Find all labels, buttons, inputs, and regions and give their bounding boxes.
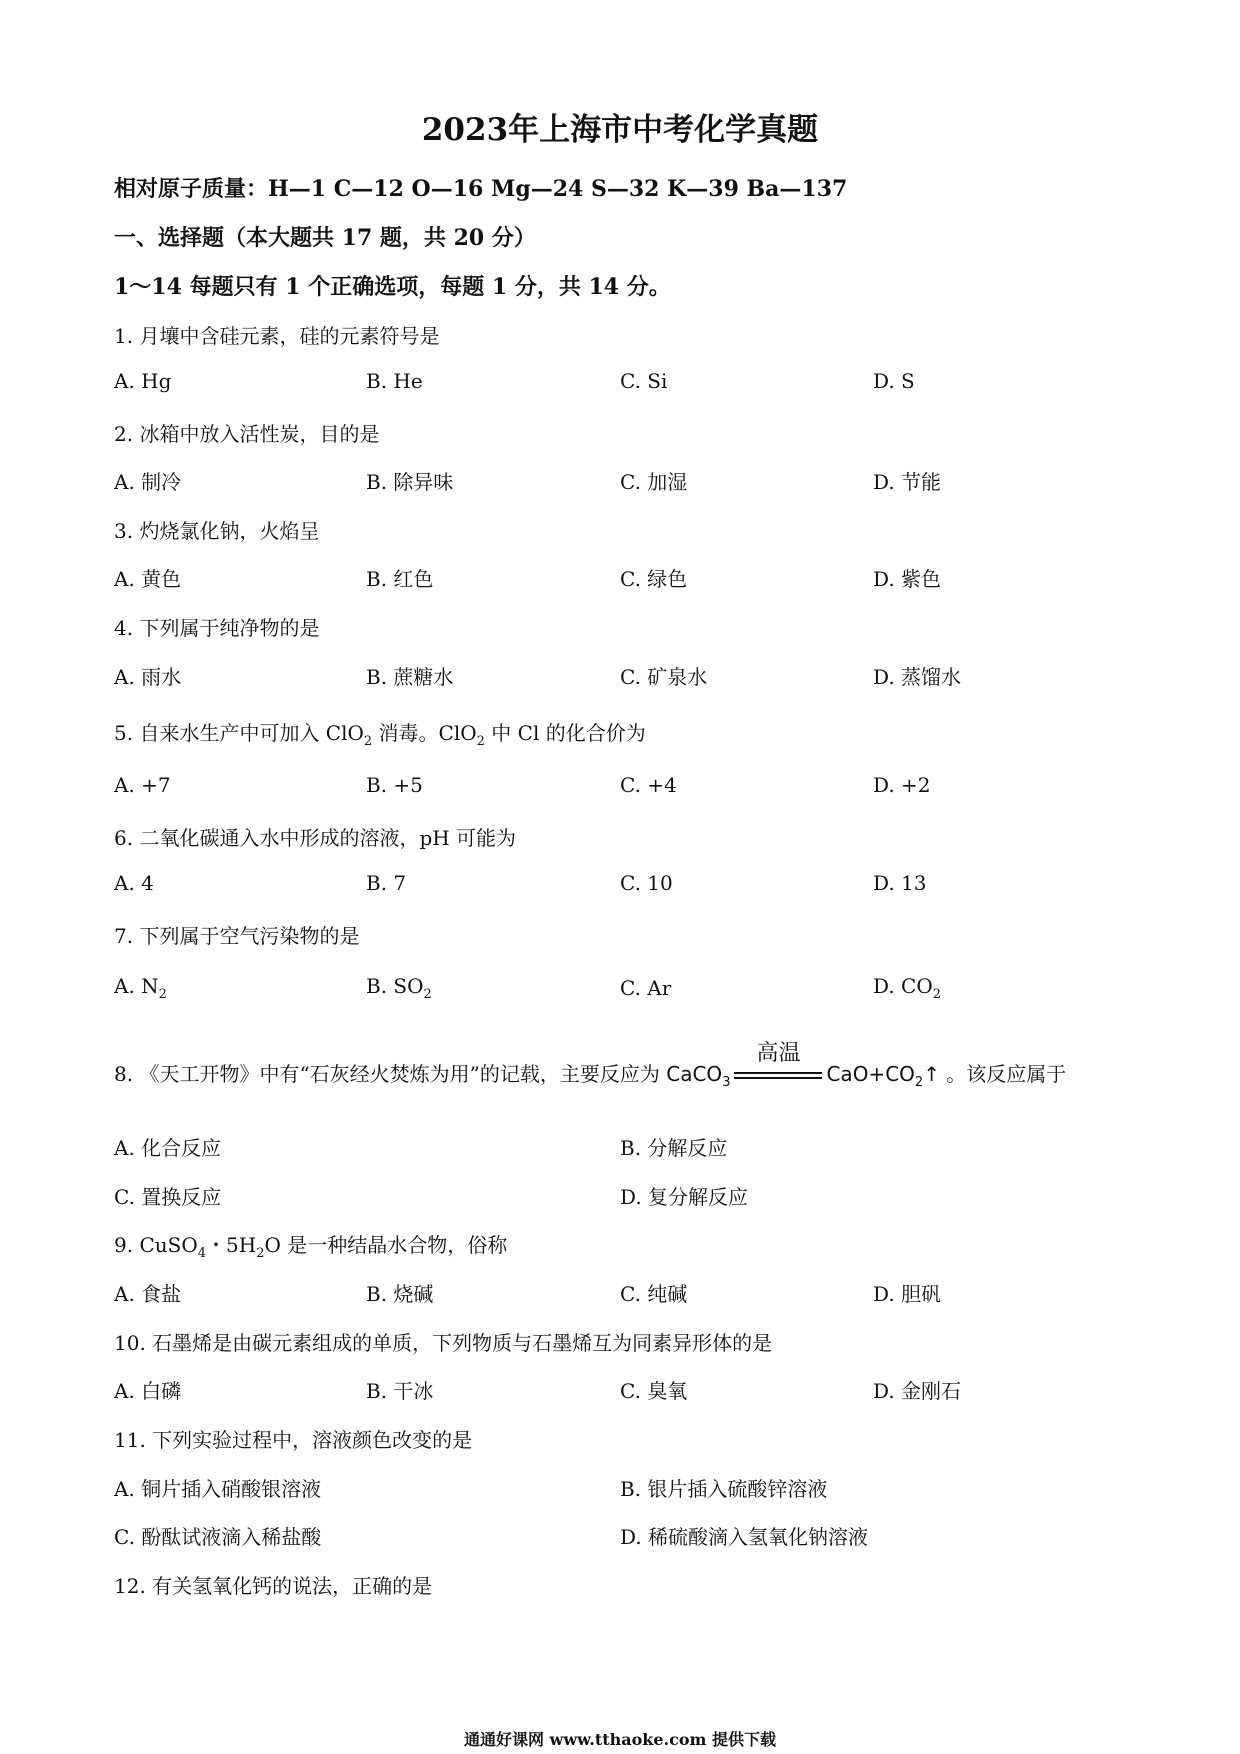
question-3-option-b: B. 红色 — [366, 567, 434, 591]
question-8-option-d: D. 复分解反应 — [620, 1185, 749, 1209]
question-12-stem: 12. 有关氢氧化钙的说法，正确的是 — [114, 1574, 433, 1598]
question-8-stem: 8. 《天工开物》中有“石灰经火焚炼为用”的记载，主要反应为 CaCO$_3$ 高温 $CaO+CO_2↑$ 。该反应属于 — [114, 1058, 1066, 1090]
question-8-option-a: A. 化合反应 — [114, 1136, 222, 1160]
question-3-option-d: D. 紫色 — [873, 567, 942, 591]
question-4-stem: 4. 下列属于纯净物的是 — [114, 616, 320, 640]
question-2-option-a: A. 制冷 — [114, 470, 182, 494]
question-6-option-c: C. 10 — [620, 871, 673, 895]
question-5-stem: 5. 自来水生产中可加入 ClO$_2$ 消毒。ClO$_2$ 中 Cl 的化合价为 — [114, 721, 646, 749]
question-4-option-c: C. 矿泉水 — [620, 665, 708, 689]
question-9-option-a: A. 食盐 — [114, 1282, 182, 1306]
atomic-masses: 相对原子质量：H—1 C—12 O—16 Mg—24 S—32 K—39 Ba—137 — [114, 176, 848, 202]
question-11-option-c: C. 酚酞试液滴入稀盐酸 — [114, 1525, 322, 1549]
reaction-reactant: CaCO$_3$ — [666, 1062, 731, 1090]
reaction-condition: 高温 — [756, 1040, 801, 1066]
question-7-option-a: A. $N_2$ — [114, 974, 167, 1002]
reaction-product: $CaO+CO_2↑$ — [826, 1062, 940, 1090]
question-7-stem: 7. 下列属于空气污染物的是 — [114, 924, 360, 948]
question-1-stem: 1. 月壤中含硅元素，硅的元素符号是 — [114, 324, 440, 348]
footer-source: 通通好课网 www.tthaoke.com 提供下载 — [463, 1730, 777, 1749]
question-9-option-b: B. 烧碱 — [366, 1282, 434, 1306]
question-5-option-d: D. +2 — [873, 773, 931, 797]
question-10-option-d: D. 金刚石 — [873, 1379, 962, 1403]
question-10-option-c: C. 臭氧 — [620, 1379, 688, 1403]
question-10-option-b: B. 干冰 — [366, 1379, 434, 1403]
question-5-option-b: B. +5 — [366, 773, 423, 797]
question-9-stem: 9. CuSO$_4$・$5H_2O$ 是一种结晶水合物，俗称 — [114, 1233, 508, 1261]
question-2-option-d: D. 节能 — [873, 470, 942, 494]
question-3-option-c: C. 绿色 — [620, 567, 688, 591]
question-6-option-d: D. 13 — [873, 871, 927, 895]
question-2-option-b: B. 除异味 — [366, 470, 454, 494]
question-2-option-c: C. 加湿 — [620, 470, 688, 494]
section-note: 1～14 每题只有 1 个正确选项，每题 1 分，共 14 分。 — [114, 274, 671, 300]
question-10-option-a: A. 白磷 — [114, 1379, 182, 1403]
question-6-option-a: A. 4 — [114, 871, 154, 895]
question-11-option-a: A. 铜片插入硝酸银溶液 — [114, 1477, 322, 1501]
question-2-stem: 2. 冰箱中放入活性炭，目的是 — [114, 422, 380, 446]
question-4-option-b: B. 蔗糖水 — [366, 665, 454, 689]
question-11-option-d: D. 稀硫酸滴入氢氧化钠溶液 — [620, 1525, 869, 1549]
question-7-option-b: B. $SO_2$ — [366, 974, 432, 1002]
question-7-option-d: D. $CO_2$ — [873, 974, 942, 1002]
question-3-option-a: A. 黄色 — [114, 567, 182, 591]
question-8-option-c: C. 置换反应 — [114, 1185, 222, 1209]
question-9-option-c: C. 纯碱 — [620, 1282, 688, 1306]
question-9-option-d: D. 胆矾 — [873, 1282, 942, 1306]
question-8-option-b: B. 分解反应 — [620, 1136, 728, 1160]
question-3-stem: 3. 灼烧氯化钠，火焰呈 — [114, 519, 320, 543]
question-6-stem: 6. 二氧化碳通入水中形成的溶液，pH 可能为 — [114, 826, 517, 850]
question-5-option-a: A. +7 — [114, 773, 171, 797]
question-1-option-b: B. He — [366, 369, 423, 393]
question-11-stem: 11. 下列实验过程中，溶液颜色改变的是 — [114, 1428, 473, 1452]
section-heading: 一、选择题（本大题共 17 题，共 20 分） — [114, 225, 536, 251]
question-11-option-b: B. 银片插入硫酸锌溶液 — [620, 1477, 828, 1501]
question-1-option-d: D. S — [873, 369, 915, 393]
question-1-option-c: C. Si — [620, 369, 668, 393]
question-1-option-a: A. Hg — [114, 369, 172, 393]
question-4-option-d: D. 蒸馏水 — [873, 665, 962, 689]
question-5-option-c: C. +4 — [620, 773, 677, 797]
reaction-arrow — [734, 1040, 822, 1086]
question-4-option-a: A. 雨水 — [114, 665, 182, 689]
page-title: 2023年上海市中考化学真题 — [421, 112, 819, 148]
question-6-option-b: B. 7 — [366, 871, 407, 895]
question-7-option-c: C. Ar — [620, 976, 672, 1000]
question-10-stem: 10. 石墨烯是由碳元素组成的单质，下列物质与石墨烯互为同素异形体的是 — [114, 1331, 773, 1355]
